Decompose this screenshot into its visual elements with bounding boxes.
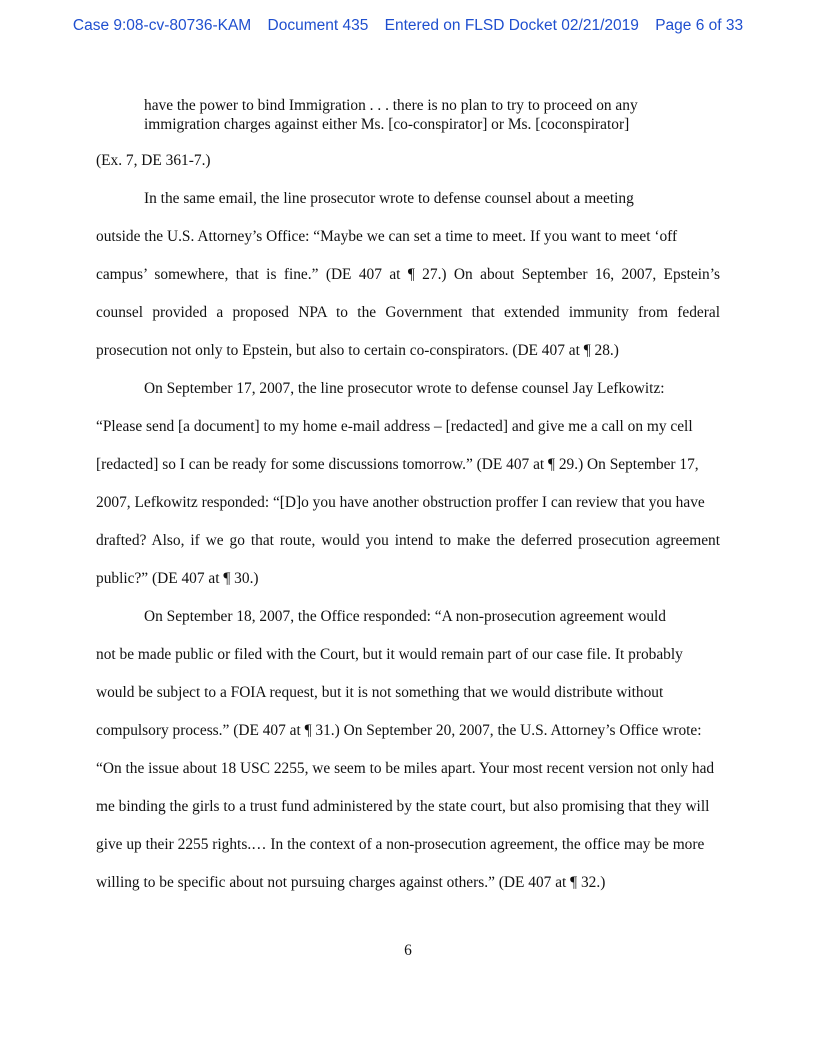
paragraph-line: give up their 2255 rights.… In the context of a non-prosecution agreement, the office may be more: [96, 836, 705, 853]
paragraph-line: In the same email, the line prosecutor wrote to defense counsel about a meeting: [144, 190, 634, 207]
paragraph-line: [redacted] so I can be ready for some discussions tomorrow.” (DE 407 at ¶ 29.) On September 17,: [96, 456, 699, 473]
paragraph-line: compulsory process.” (DE 407 at ¶ 31.) On September 20, 2007, the U.S. Attorney’s Office wrote:: [96, 722, 702, 739]
paragraph-line: On September 17, 2007, the line prosecutor wrote to defense counsel Jay Lefkowitz:: [144, 380, 665, 397]
page-indicator: Page 6 of 33: [655, 17, 744, 34]
paragraph-line: 2007, Lefkowitz responded: “[D]o you have another obstruction proffer I can review that you have: [96, 494, 705, 511]
paragraph-line: not be made public or filed with the Court, but it would remain part of our case file. It probably: [96, 646, 683, 663]
document-number: Document 435: [267, 17, 369, 34]
paragraph-line: outside the U.S. Attorney’s Office: “Maybe we can set a time to meet. If you want to meet ‘off: [96, 228, 678, 245]
page-number: 6: [404, 942, 412, 959]
paragraph-line: willing to be specific about not pursuing charges against others.” (DE 407 at ¶ 32.): [96, 874, 606, 891]
block-quote-line: immigration charges against either Ms. [co-conspirator] or Ms. [coconspirator]: [144, 116, 630, 133]
citation: (Ex. 7, DE 361-7.): [96, 152, 211, 169]
block-quote-line: have the power to bind Immigration . . . there is no plan to try to proceed on any: [144, 97, 638, 114]
case-number: Case 9:08-cv-80736-KAM: [72, 17, 252, 34]
paragraph-line: public?” (DE 407 at ¶ 30.): [96, 570, 259, 587]
paragraph-line: campus’ somewhere, that is fine.” (DE 407 at ¶ 27.) On about September 16, 2007, Epstein’s: [96, 266, 720, 283]
paragraph-line: counsel provided a proposed NPA to the Government that extended immunity from federal: [96, 304, 720, 321]
paragraph-line: drafted? Also, if we go that route, would you intend to make the deferred prosecution agreement: [96, 532, 720, 549]
paragraph-line: me binding the girls to a trust fund administered by the state court, but also promising that they will: [96, 798, 710, 815]
paragraph-line: “Please send [a document] to my home e-mail address – [redacted] and give me a call on my cell: [96, 418, 693, 435]
paragraph-line: would be subject to a FOIA request, but it is not something that we would distribute without: [96, 684, 664, 701]
docket-entry: Entered on FLSD Docket 02/21/2019: [384, 17, 639, 34]
paragraph-line: “On the issue about 18 USC 2255, we seem to be miles apart. Your most recent version not only had: [96, 760, 715, 777]
paragraph-line: On September 18, 2007, the Office responded: “A non-prosecution agreement would: [144, 608, 667, 625]
docket-header: [0, 17, 816, 35]
paragraph-line: prosecution not only to Epstein, but also to certain co-conspirators. (DE 407 at ¶ 28.): [96, 342, 619, 359]
